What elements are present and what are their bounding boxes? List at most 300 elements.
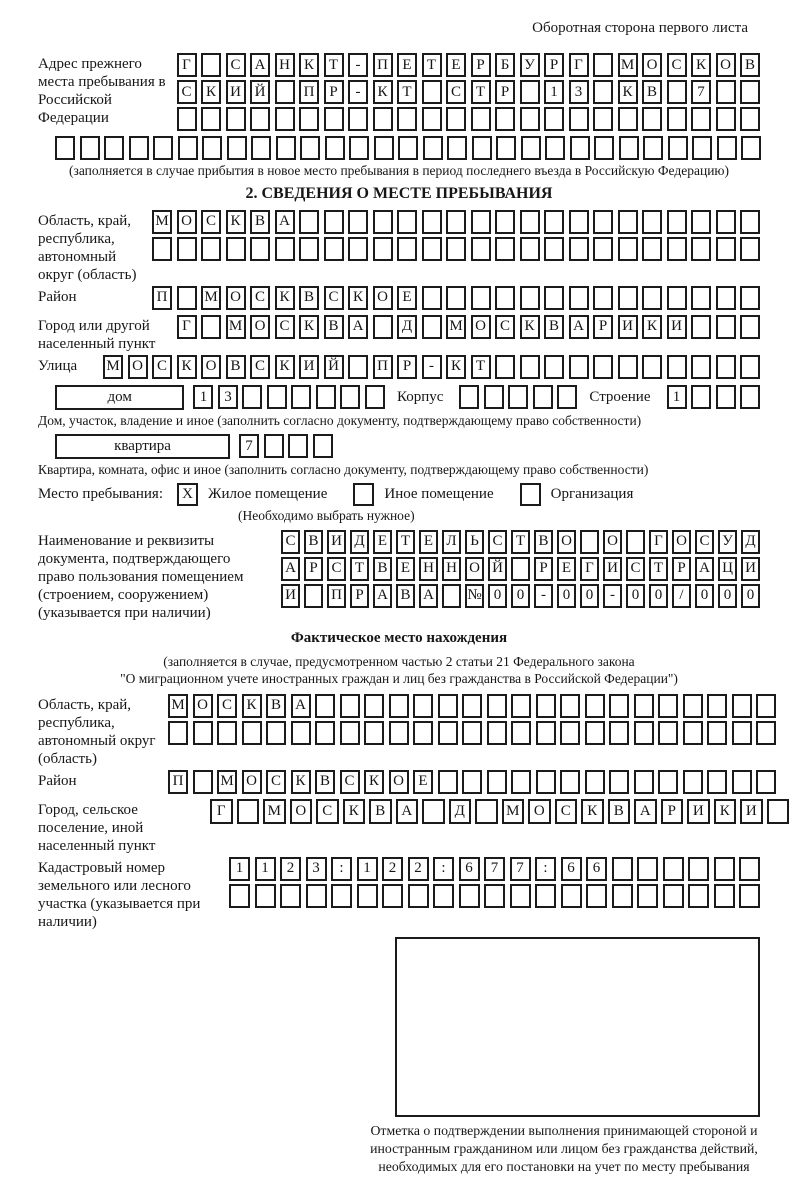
- char-box[interactable]: О: [290, 799, 313, 824]
- char-box[interactable]: [642, 237, 662, 261]
- char-box[interactable]: [663, 857, 684, 881]
- char-box[interactable]: О: [193, 694, 213, 718]
- char-box[interactable]: [716, 107, 736, 131]
- char-box[interactable]: [422, 237, 442, 261]
- char-box[interactable]: М: [263, 799, 286, 824]
- char-box[interactable]: [462, 770, 482, 794]
- char-box[interactable]: [201, 107, 221, 131]
- char-box[interactable]: [495, 237, 515, 261]
- char-box[interactable]: [612, 857, 633, 881]
- char-box[interactable]: [487, 770, 507, 794]
- char-box[interactable]: [446, 107, 466, 131]
- char-box[interactable]: [732, 770, 752, 794]
- char-box[interactable]: [495, 355, 515, 379]
- char-box[interactable]: [634, 721, 654, 745]
- char-box[interactable]: О: [465, 557, 484, 581]
- char-box[interactable]: С: [446, 80, 466, 104]
- char-box[interactable]: Т: [324, 53, 344, 77]
- char-box[interactable]: Р: [661, 799, 684, 824]
- char-box[interactable]: С: [667, 53, 687, 77]
- char-box[interactable]: Е: [413, 770, 433, 794]
- char-box[interactable]: [397, 237, 417, 261]
- char-box[interactable]: [364, 721, 384, 745]
- char-box[interactable]: [104, 136, 124, 160]
- char-box[interactable]: К: [618, 80, 638, 104]
- char-box[interactable]: В: [396, 584, 415, 608]
- char-box[interactable]: Е: [419, 530, 438, 554]
- char-box[interactable]: [535, 884, 556, 908]
- char-box[interactable]: [717, 136, 737, 160]
- char-box[interactable]: [756, 770, 776, 794]
- char-box[interactable]: П: [152, 286, 172, 310]
- char-box[interactable]: С: [316, 799, 339, 824]
- char-box[interactable]: [544, 355, 564, 379]
- char-box[interactable]: [422, 799, 445, 824]
- char-box[interactable]: [422, 107, 442, 131]
- char-box[interactable]: [348, 107, 368, 131]
- char-box[interactable]: В: [544, 315, 564, 339]
- char-box[interactable]: [348, 210, 368, 234]
- char-box[interactable]: 0: [695, 584, 714, 608]
- char-box[interactable]: [459, 385, 479, 409]
- char-box[interactable]: [484, 385, 504, 409]
- char-box[interactable]: [304, 584, 323, 608]
- char-box[interactable]: [422, 80, 442, 104]
- char-box[interactable]: К: [226, 210, 246, 234]
- char-box[interactable]: [177, 286, 197, 310]
- char-box[interactable]: Р: [350, 584, 369, 608]
- char-box[interactable]: [739, 857, 760, 881]
- char-box[interactable]: [475, 799, 498, 824]
- char-box[interactable]: [508, 385, 528, 409]
- char-box[interactable]: Д: [397, 315, 417, 339]
- char-box[interactable]: К: [275, 355, 295, 379]
- char-box[interactable]: О: [716, 53, 736, 77]
- char-box[interactable]: [459, 884, 480, 908]
- char-box[interactable]: [487, 694, 507, 718]
- char-box[interactable]: [398, 136, 418, 160]
- char-box[interactable]: [740, 107, 760, 131]
- char-box[interactable]: Р: [593, 315, 613, 339]
- char-box[interactable]: [668, 136, 688, 160]
- char-box[interactable]: Д: [449, 799, 472, 824]
- char-box[interactable]: [740, 80, 760, 104]
- char-box[interactable]: [544, 286, 564, 310]
- char-box[interactable]: [732, 694, 752, 718]
- char-box[interactable]: [756, 694, 776, 718]
- char-box[interactable]: [545, 136, 565, 160]
- char-box[interactable]: В: [315, 770, 335, 794]
- char-box[interactable]: [340, 721, 360, 745]
- char-box[interactable]: И: [226, 80, 246, 104]
- char-box[interactable]: [153, 136, 173, 160]
- char-box[interactable]: И: [687, 799, 710, 824]
- char-box[interactable]: [561, 884, 582, 908]
- char-box[interactable]: 0: [488, 584, 507, 608]
- char-box[interactable]: [594, 136, 614, 160]
- char-box[interactable]: [242, 385, 262, 409]
- char-box[interactable]: [227, 136, 247, 160]
- char-box[interactable]: [586, 884, 607, 908]
- char-box[interactable]: [740, 355, 760, 379]
- char-box[interactable]: [612, 884, 633, 908]
- char-box[interactable]: К: [520, 315, 540, 339]
- char-box[interactable]: :: [331, 857, 352, 881]
- char-box[interactable]: [716, 237, 736, 261]
- char-box[interactable]: [275, 107, 295, 131]
- char-box[interactable]: [663, 884, 684, 908]
- char-box[interactable]: №: [465, 584, 484, 608]
- char-box[interactable]: С: [327, 557, 346, 581]
- char-box[interactable]: [349, 136, 369, 160]
- char-box[interactable]: [373, 107, 393, 131]
- char-box[interactable]: С: [281, 530, 300, 554]
- char-box[interactable]: [667, 355, 687, 379]
- char-box[interactable]: [364, 694, 384, 718]
- char-box[interactable]: [442, 584, 461, 608]
- char-box[interactable]: [408, 884, 429, 908]
- char-box[interactable]: Г: [649, 530, 668, 554]
- char-box[interactable]: С: [495, 315, 515, 339]
- char-box[interactable]: 1: [193, 385, 213, 409]
- char-box[interactable]: [642, 107, 662, 131]
- char-box[interactable]: К: [343, 799, 366, 824]
- char-box[interactable]: [544, 237, 564, 261]
- char-box[interactable]: К: [275, 286, 295, 310]
- char-box[interactable]: [560, 694, 580, 718]
- char-box[interactable]: О: [201, 355, 221, 379]
- char-box[interactable]: [299, 107, 319, 131]
- char-box[interactable]: И: [740, 799, 763, 824]
- char-box[interactable]: В: [266, 694, 286, 718]
- char-box[interactable]: [637, 857, 658, 881]
- char-box[interactable]: [618, 286, 638, 310]
- char-box[interactable]: Б: [495, 53, 515, 77]
- char-box[interactable]: [168, 721, 188, 745]
- char-box[interactable]: Е: [397, 53, 417, 77]
- char-box[interactable]: [511, 770, 531, 794]
- char-box[interactable]: А: [373, 584, 392, 608]
- char-box[interactable]: :: [535, 857, 556, 881]
- char-box[interactable]: [348, 355, 368, 379]
- char-box[interactable]: Т: [396, 530, 415, 554]
- char-box[interactable]: К: [201, 80, 221, 104]
- char-box[interactable]: [266, 721, 286, 745]
- char-box[interactable]: [593, 80, 613, 104]
- char-box[interactable]: Л: [442, 530, 461, 554]
- char-box[interactable]: К: [291, 770, 311, 794]
- char-box[interactable]: [716, 355, 736, 379]
- char-box[interactable]: Г: [177, 53, 197, 77]
- char-box[interactable]: [691, 315, 711, 339]
- checkbox-inoe[interactable]: [353, 483, 374, 506]
- char-box[interactable]: В: [534, 530, 553, 554]
- char-box[interactable]: [667, 210, 687, 234]
- char-box[interactable]: [716, 385, 736, 409]
- char-box[interactable]: [324, 210, 344, 234]
- char-box[interactable]: [382, 884, 403, 908]
- char-box[interactable]: Е: [373, 530, 392, 554]
- char-box[interactable]: И: [281, 584, 300, 608]
- char-box[interactable]: [714, 884, 735, 908]
- char-box[interactable]: [560, 770, 580, 794]
- char-box[interactable]: С: [152, 355, 172, 379]
- char-box[interactable]: М: [618, 53, 638, 77]
- char-box[interactable]: Д: [741, 530, 760, 554]
- char-box[interactable]: 6: [586, 857, 607, 881]
- char-box[interactable]: [422, 286, 442, 310]
- char-box[interactable]: 0: [741, 584, 760, 608]
- char-box[interactable]: :: [433, 857, 454, 881]
- char-box[interactable]: С: [177, 80, 197, 104]
- char-box[interactable]: [178, 136, 198, 160]
- char-box[interactable]: [495, 286, 515, 310]
- char-box[interactable]: Р: [304, 557, 323, 581]
- char-box[interactable]: К: [242, 694, 262, 718]
- char-box[interactable]: 1: [255, 857, 276, 881]
- char-box[interactable]: [438, 770, 458, 794]
- char-box[interactable]: И: [327, 530, 346, 554]
- char-box[interactable]: -: [348, 53, 368, 77]
- char-box[interactable]: [716, 286, 736, 310]
- char-box[interactable]: 3: [306, 857, 327, 881]
- char-box[interactable]: 0: [649, 584, 668, 608]
- char-box[interactable]: Е: [557, 557, 576, 581]
- char-box[interactable]: [446, 286, 466, 310]
- char-box[interactable]: Е: [397, 286, 417, 310]
- char-box[interactable]: [688, 884, 709, 908]
- char-box[interactable]: [691, 286, 711, 310]
- char-box[interactable]: Т: [511, 530, 530, 554]
- char-box[interactable]: [496, 136, 516, 160]
- char-box[interactable]: [438, 694, 458, 718]
- char-box[interactable]: [618, 355, 638, 379]
- char-box[interactable]: -: [603, 584, 622, 608]
- char-box[interactable]: А: [634, 799, 657, 824]
- char-box[interactable]: О: [672, 530, 691, 554]
- char-box[interactable]: /: [672, 584, 691, 608]
- char-box[interactable]: С: [488, 530, 507, 554]
- char-box[interactable]: Р: [324, 80, 344, 104]
- char-box[interactable]: [520, 107, 540, 131]
- char-box[interactable]: [716, 315, 736, 339]
- char-box[interactable]: [201, 53, 221, 77]
- char-box[interactable]: [177, 107, 197, 131]
- char-box[interactable]: У: [520, 53, 540, 77]
- char-box[interactable]: [280, 884, 301, 908]
- char-box[interactable]: Р: [397, 355, 417, 379]
- char-box[interactable]: [324, 107, 344, 131]
- char-box[interactable]: [557, 385, 577, 409]
- char-box[interactable]: [658, 721, 678, 745]
- char-box[interactable]: К: [642, 315, 662, 339]
- char-box[interactable]: [413, 694, 433, 718]
- char-box[interactable]: [544, 210, 564, 234]
- char-box[interactable]: 7: [239, 434, 259, 458]
- char-box[interactable]: [471, 107, 491, 131]
- char-box[interactable]: [447, 136, 467, 160]
- char-box[interactable]: И: [603, 557, 622, 581]
- char-box[interactable]: Т: [471, 355, 491, 379]
- char-box[interactable]: В: [324, 315, 344, 339]
- char-box[interactable]: Р: [471, 53, 491, 77]
- char-box[interactable]: [569, 286, 589, 310]
- char-box[interactable]: И: [618, 315, 638, 339]
- char-box[interactable]: П: [373, 355, 393, 379]
- char-box[interactable]: О: [242, 770, 262, 794]
- char-box[interactable]: Т: [649, 557, 668, 581]
- char-box[interactable]: [593, 355, 613, 379]
- char-box[interactable]: [313, 434, 333, 458]
- char-box[interactable]: [683, 770, 703, 794]
- char-box[interactable]: [152, 237, 172, 261]
- char-box[interactable]: [560, 721, 580, 745]
- char-box[interactable]: [716, 210, 736, 234]
- char-box[interactable]: [288, 434, 308, 458]
- char-box[interactable]: [365, 385, 385, 409]
- char-box[interactable]: [593, 286, 613, 310]
- char-box[interactable]: В: [250, 210, 270, 234]
- char-box[interactable]: [299, 210, 319, 234]
- char-box[interactable]: -: [422, 355, 442, 379]
- char-box[interactable]: А: [569, 315, 589, 339]
- char-box[interactable]: [740, 237, 760, 261]
- char-box[interactable]: Р: [672, 557, 691, 581]
- char-box[interactable]: [373, 315, 393, 339]
- char-box[interactable]: [471, 237, 491, 261]
- char-box[interactable]: [264, 434, 284, 458]
- char-box[interactable]: [642, 210, 662, 234]
- char-box[interactable]: [536, 694, 556, 718]
- char-box[interactable]: [291, 385, 311, 409]
- char-box[interactable]: [357, 884, 378, 908]
- char-box[interactable]: [544, 107, 564, 131]
- char-box[interactable]: [683, 694, 703, 718]
- char-box[interactable]: [593, 237, 613, 261]
- char-box[interactable]: [618, 210, 638, 234]
- char-box[interactable]: А: [275, 210, 295, 234]
- char-box[interactable]: [691, 355, 711, 379]
- char-box[interactable]: [251, 136, 271, 160]
- char-box[interactable]: К: [364, 770, 384, 794]
- char-box[interactable]: [229, 884, 250, 908]
- char-box[interactable]: [593, 107, 613, 131]
- char-box[interactable]: П: [168, 770, 188, 794]
- char-box[interactable]: М: [217, 770, 237, 794]
- char-box[interactable]: 2: [408, 857, 429, 881]
- char-box[interactable]: [315, 721, 335, 745]
- char-box[interactable]: [520, 286, 540, 310]
- char-box[interactable]: В: [299, 286, 319, 310]
- char-box[interactable]: [580, 530, 599, 554]
- char-box[interactable]: [315, 694, 335, 718]
- char-box[interactable]: С: [695, 530, 714, 554]
- char-box[interactable]: [389, 694, 409, 718]
- char-box[interactable]: С: [226, 53, 246, 77]
- char-box[interactable]: А: [419, 584, 438, 608]
- char-box[interactable]: О: [177, 210, 197, 234]
- char-box[interactable]: [520, 210, 540, 234]
- char-box[interactable]: [691, 237, 711, 261]
- char-box[interactable]: Н: [275, 53, 295, 77]
- char-box[interactable]: [446, 210, 466, 234]
- char-box[interactable]: [226, 237, 246, 261]
- char-box[interactable]: [80, 136, 100, 160]
- char-box[interactable]: С: [201, 210, 221, 234]
- char-box[interactable]: Г: [569, 53, 589, 77]
- char-box[interactable]: 0: [557, 584, 576, 608]
- char-box[interactable]: [533, 385, 553, 409]
- char-box[interactable]: [707, 694, 727, 718]
- char-box[interactable]: [767, 799, 790, 824]
- char-box[interactable]: [275, 237, 295, 261]
- char-box[interactable]: 0: [511, 584, 530, 608]
- char-box[interactable]: [593, 210, 613, 234]
- char-box[interactable]: [642, 355, 662, 379]
- char-box[interactable]: 1: [544, 80, 564, 104]
- char-box[interactable]: [643, 136, 663, 160]
- char-box[interactable]: [707, 721, 727, 745]
- char-box[interactable]: [667, 107, 687, 131]
- char-box[interactable]: [423, 136, 443, 160]
- char-box[interactable]: [193, 721, 213, 745]
- char-box[interactable]: О: [373, 286, 393, 310]
- char-box[interactable]: Т: [350, 557, 369, 581]
- char-box[interactable]: [373, 237, 393, 261]
- char-box[interactable]: К: [299, 53, 319, 77]
- char-box[interactable]: [422, 210, 442, 234]
- char-box[interactable]: [593, 53, 613, 77]
- char-box[interactable]: К: [348, 286, 368, 310]
- char-box[interactable]: [692, 136, 712, 160]
- char-box[interactable]: Е: [446, 53, 466, 77]
- char-box[interactable]: С: [275, 315, 295, 339]
- char-box[interactable]: Ц: [718, 557, 737, 581]
- char-box[interactable]: А: [348, 315, 368, 339]
- char-box[interactable]: [716, 80, 736, 104]
- char-box[interactable]: -: [534, 584, 553, 608]
- char-box[interactable]: [300, 136, 320, 160]
- char-box[interactable]: [714, 857, 735, 881]
- char-box[interactable]: [740, 315, 760, 339]
- char-box[interactable]: П: [327, 584, 346, 608]
- char-box[interactable]: 3: [569, 80, 589, 104]
- char-box[interactable]: И: [667, 315, 687, 339]
- char-box[interactable]: [626, 530, 645, 554]
- char-box[interactable]: [740, 210, 760, 234]
- char-box[interactable]: [511, 721, 531, 745]
- char-box[interactable]: И: [741, 557, 760, 581]
- char-box[interactable]: [340, 385, 360, 409]
- char-box[interactable]: [250, 107, 270, 131]
- char-box[interactable]: [618, 237, 638, 261]
- char-box[interactable]: [511, 557, 530, 581]
- char-box[interactable]: 7: [484, 857, 505, 881]
- char-box[interactable]: [55, 136, 75, 160]
- char-box[interactable]: [707, 770, 727, 794]
- char-box[interactable]: [520, 80, 540, 104]
- char-box[interactable]: О: [128, 355, 148, 379]
- char-box[interactable]: [299, 237, 319, 261]
- char-box[interactable]: Т: [422, 53, 442, 77]
- char-box[interactable]: [609, 721, 629, 745]
- char-box[interactable]: [609, 694, 629, 718]
- char-box[interactable]: [250, 237, 270, 261]
- char-box[interactable]: [619, 136, 639, 160]
- char-box[interactable]: [634, 770, 654, 794]
- char-box[interactable]: А: [281, 557, 300, 581]
- char-box[interactable]: М: [201, 286, 221, 310]
